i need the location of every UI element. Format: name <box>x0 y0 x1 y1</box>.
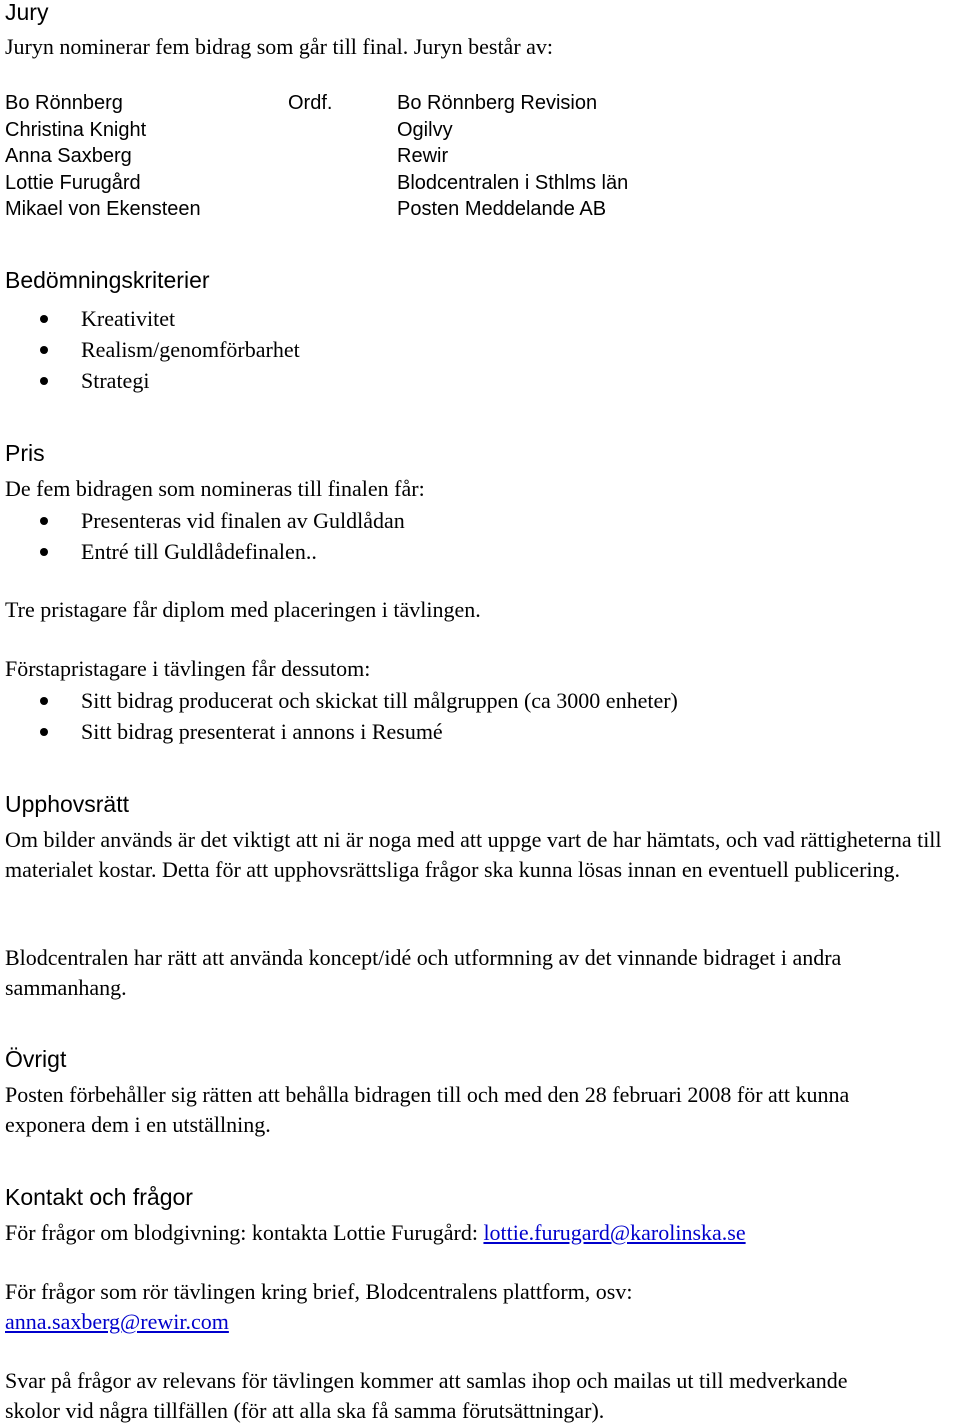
jury-member-row <box>5 117 955 144</box>
jury-member-row <box>5 170 955 197</box>
other-paragraph: Posten förbehåller sig rätten att behålla bidragen till och med den 28 februari 2008 för att kunna exponera dem i en utställning. <box>5 1082 850 1137</box>
jury-intro: Juryn nominerar fem bidrag som går till final. Juryn består av: <box>5 34 554 59</box>
jury-member-org: Ogilvy <box>397 118 453 141</box>
jury-member-name: Mikael von Ekensteen <box>5 198 201 220</box>
list-item-text: Kreativitet <box>81 306 176 331</box>
contact-blood-paragraph <box>5 1218 746 1248</box>
email-link-anna[interactable]: anna.saxberg@rewir.com <box>5 1309 229 1334</box>
list-item-text: Presenteras vid finalen av Guldlådan <box>81 508 405 533</box>
bullet-icon <box>40 728 48 736</box>
copyright-heading: Upphovsrätt <box>5 791 130 817</box>
list-item-text: Realism/genomförbarhet <box>81 337 300 362</box>
contact-closing-paragraph: Svar på frågor av relevans för tävlingen kommer att samlas ihop och mailas ut till medverkande skolor vid några tillfällen (för att alla ska få samma förutsättningar). <box>5 1368 848 1423</box>
bullet-icon <box>40 697 48 705</box>
criteria-list <box>5 303 955 396</box>
jury-member-org: Posten Meddelande AB <box>397 198 607 220</box>
prize-list <box>5 505 955 567</box>
prize-first-list <box>5 685 955 747</box>
list-item-text: Entré till Guldlådefinalen.. <box>81 539 317 564</box>
jury-member-org: Rewir <box>397 145 449 167</box>
jury-members-table <box>5 90 955 223</box>
contact-brief-text: För frågor som rör tävlingen kring brief, Blodcentralens plattform, osv: <box>5 1279 633 1304</box>
prize-heading: Pris <box>5 440 45 466</box>
bullet-icon <box>40 315 48 323</box>
copyright-paragraph-2: Blodcentralen har rätt att använda koncept/idé och utformning av det vinnande bidraget i andra sammanhang. <box>5 945 842 1000</box>
prize-first-intro: Förstapristagare i tävlingen får dessutom: <box>5 656 371 681</box>
criteria-heading: Bedömningskriterier <box>5 267 210 293</box>
jury-member-org: Bo Rönnberg Revision <box>397 92 598 114</box>
email-link-lottie[interactable]: lottie.furugard@karolinska.se <box>483 1220 746 1245</box>
jury-member-row <box>5 90 955 117</box>
list-item-text: Strategi <box>81 368 150 393</box>
list-item <box>5 685 955 716</box>
list-item <box>5 365 955 396</box>
copyright-paragraph-1: Om bilder används är det viktigt att ni är noga med att uppge vart de har hämtats, och vad rättigheterna till materialet kostar. Detta för att upphovsrättsliga frågor ska kunna lösas innan en eventuell publicering. <box>5 827 942 882</box>
list-item-text: Sitt bidrag producerat och skickat till målgruppen (ca 3000 enheter) <box>81 688 678 713</box>
jury-member-role: Ordf. <box>288 92 333 114</box>
jury-member-name: Christina Knight <box>5 118 147 141</box>
jury-member-name: Anna Saxberg <box>5 145 132 167</box>
prize-diploma: Tre pristagare får diplom med placeringen i tävlingen. <box>5 597 481 622</box>
list-item <box>5 505 955 536</box>
jury-member-row <box>5 143 955 170</box>
list-item <box>5 334 955 365</box>
jury-member-org: Blodcentralen i Sthlms län <box>397 171 629 194</box>
bullet-icon <box>40 346 48 354</box>
prize-intro: De fem bidragen som nomineras till finalen får: <box>5 476 425 501</box>
bullet-icon <box>40 517 48 525</box>
contact-blood-text: För frågor om blodgivning: kontakta Lottie Furugård: <box>5 1220 484 1245</box>
jury-heading: Jury <box>5 0 49 25</box>
contact-brief-paragraph <box>5 1277 805 1337</box>
list-item <box>5 716 955 747</box>
jury-member-name: Lottie Furugård <box>5 171 141 194</box>
list-item-text: Sitt bidrag presenterat i annons i Resumé <box>81 719 443 744</box>
list-item <box>5 536 955 567</box>
contact-heading: Kontakt och frågor <box>5 1184 193 1210</box>
other-heading: Övrigt <box>5 1046 67 1072</box>
jury-member-name: Bo Rönnberg <box>5 92 123 114</box>
jury-member-row <box>5 196 955 223</box>
bullet-icon <box>40 548 48 556</box>
list-item <box>5 303 955 334</box>
bullet-icon <box>40 377 48 385</box>
